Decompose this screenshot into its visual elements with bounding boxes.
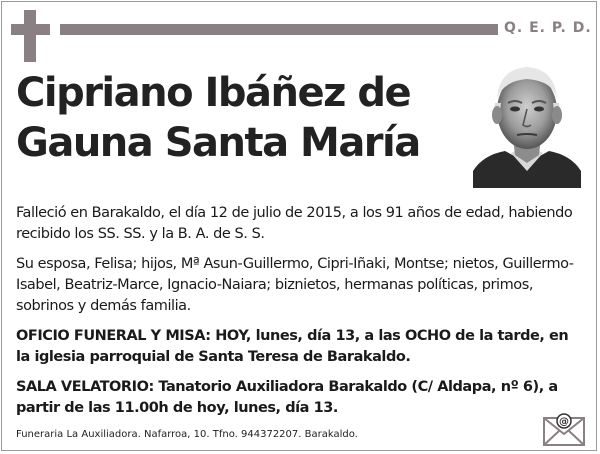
obituary-body	[16, 203, 586, 428]
funeral-service-info: OFICIO FUNERAL Y MISA: HOY, lunes, día 13, a las OCHO de la tarde, en la iglesia parroquial de Santa Teresa de Barakaldo.	[16, 328, 569, 365]
header-divider-bar	[60, 24, 498, 35]
deceased-name: Cipriano Ibáñez de Gauna Santa María	[16, 70, 420, 166]
cross-icon	[24, 10, 36, 62]
family-list: Su esposa, Felisa; hijos, Mª Asun-Guillermo, Cipri-Iñaki, Montse; nietos, Guillermo-Isabel, Beatriz-Marce, Ignacio-Naiara; biznietos, hermanas políticas, primos, sobrinos y demás familia.	[16, 256, 574, 314]
funeral-home-footer: Funeraria La Auxiliadora. Nafarroa, 10. Tfno. 944372207. Barakaldo.	[16, 429, 358, 440]
deceased-photo	[473, 59, 581, 188]
qepd-label: Q. E. P. D.	[504, 20, 592, 36]
svg-text:@: @	[559, 416, 569, 428]
death-announcement: Falleció en Barakaldo, el día 12 de julio de 2015, a los 91 años de edad, habiendo recibido los SS. SS. y la B. A. de S. S.	[16, 205, 573, 242]
wake-room-info: SALA VELATORIO: Tanatorio Auxiliadora Barakaldo (C/ Aldapa, nº 6), a partir de las 11.00h de hoy, lunes, día 13.	[16, 379, 558, 416]
cross-icon-crossbar	[11, 24, 50, 35]
mail-icon[interactable]	[543, 412, 585, 446]
